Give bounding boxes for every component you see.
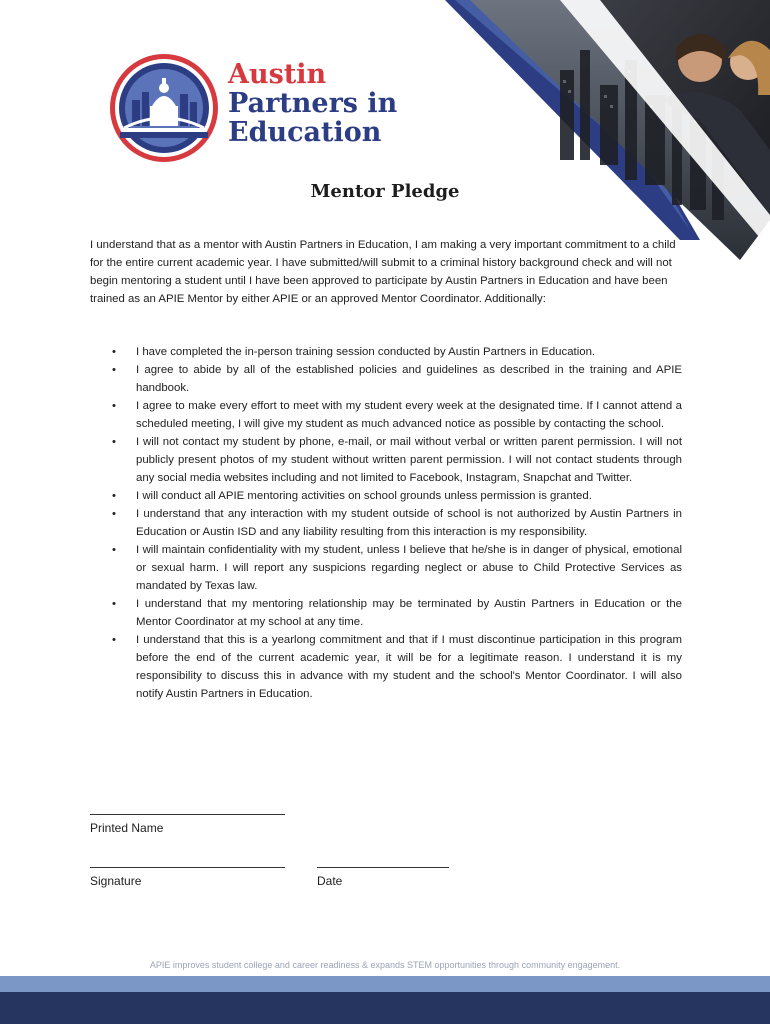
- page-title: Mentor Pledge: [310, 181, 460, 202]
- date-field[interactable]: [317, 867, 449, 868]
- date-label: Date: [317, 874, 343, 888]
- logo-wordmark-partners-in: Partners in: [228, 88, 398, 119]
- pledge-item: • I have completed the in-person training session conducted by Austin Partners in Education.: [90, 343, 682, 361]
- printed-name-field[interactable]: [90, 814, 285, 815]
- pledge-item: • I will conduct all APIE mentoring activities on school grounds unless permission is granted.: [90, 487, 682, 505]
- pledge-item: • I understand that any interaction with my student outside of school is not authorized by Austin Partners in Education or Austin ISD and any liability resulting from this interaction is my responsibility.: [90, 505, 682, 541]
- logo-wordmark-austin: Austin: [228, 59, 327, 90]
- logo: [108, 52, 398, 167]
- footer-band-light: [0, 976, 770, 992]
- pledge-item: • I will not contact my student by phone, e-mail, or mail without verbal or written parent permission. I will not publicly present photos of my student without written parent permission. I will not contact students through any social media websites including and not limited to Facebook, Instagram, Snapchat and Twitter.: [90, 433, 682, 487]
- signature-field[interactable]: [90, 867, 285, 868]
- printed-name-label: Printed Name: [90, 821, 164, 835]
- pledge-item: • I understand that my mentoring relationship may be terminated by Austin Partners in Education or the Mentor Coordinator at my school at any time.: [90, 595, 682, 631]
- pledge-item: • I will maintain confidentiality with my student, unless I believe that he/she is in danger of physical, emotional or sexual harm. I will report any suspicions regarding neglect or abuse to Child Protective Services as mandated by Texas law.: [90, 541, 682, 595]
- austin-capitol-seal-icon: [108, 52, 220, 164]
- logo-wordmark-education: Education: [228, 117, 382, 148]
- footer-band-dark: [0, 992, 770, 1024]
- signature-label: Signature: [90, 874, 142, 888]
- pledge-item: • I understand that this is a yearlong commitment and that if I must discontinue participation in this program before the end of the current academic year, it will be for a legitimate reason. I understand it is my responsibility to discuss this in advance with my student and the school's Mentor Coordinator. I will also notify Austin Partners in Education.: [90, 631, 682, 703]
- pledge-list: [90, 343, 682, 703]
- intro-paragraph: I understand that as a mentor with Austin Partners in Education, I am making a very important commitment to a child for the entire current academic year. I have submitted/will submit to a criminal history background check and will not begin mentoring a student until I have been approved to participate by Austin Partners in Education and have been trained as an APIE Mentor by either APIE or an approved Mentor Coordinator. Additionally:: [90, 239, 676, 305]
- footer-tagline: APIE improves student college and career readiness & expands STEM opportunities through community engagement.: [149, 960, 621, 970]
- pledge-item: • I agree to make every effort to meet with my student every week at the designated time. If I cannot attend a scheduled meeting, I will give my student as much advanced notice as possible by contacting the school.: [90, 397, 682, 433]
- pledge-item: • I agree to abide by all of the established policies and guidelines as described in the training and APIE handbook.: [90, 361, 682, 397]
